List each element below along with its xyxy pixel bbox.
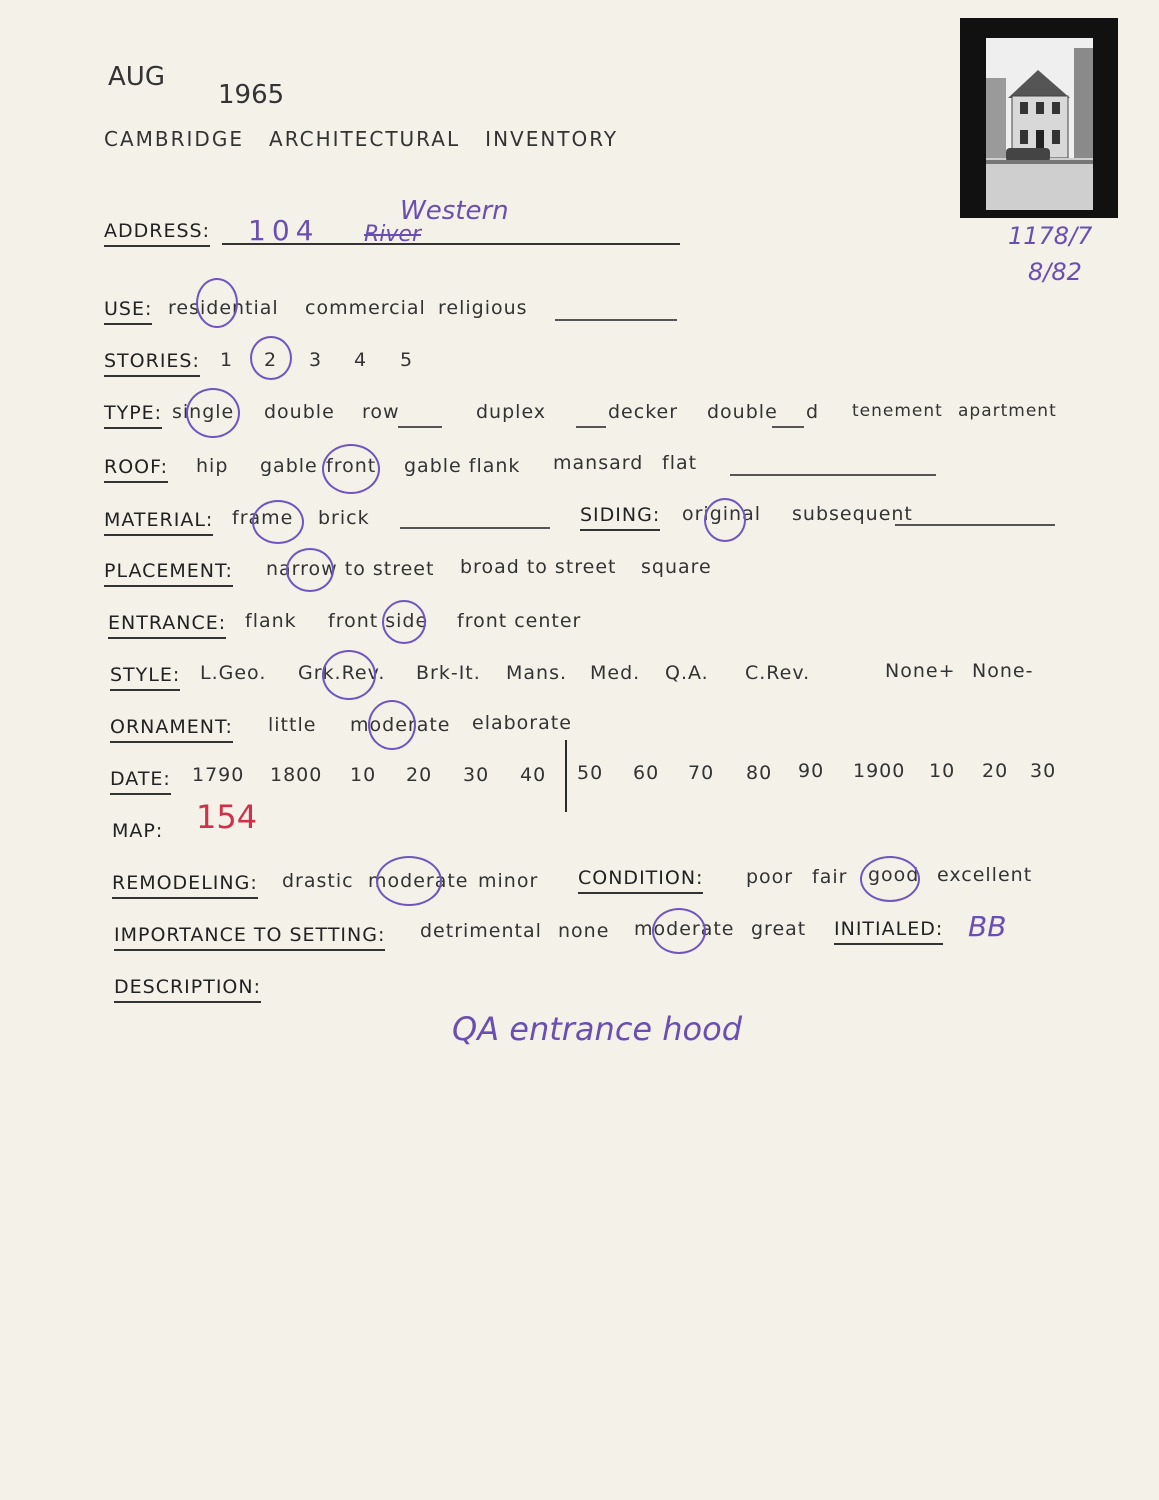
siding-label: SIDING: — [580, 504, 660, 531]
importance-label: IMPORTANCE TO SETTING: — [114, 924, 385, 951]
roof-option-flat: flat — [662, 452, 698, 474]
date-marker-line — [565, 740, 567, 812]
address-number: 104 — [248, 214, 320, 247]
initialed-label: INITIALED: — [834, 918, 943, 945]
siding-blank — [895, 524, 1055, 526]
roof-option-front: front — [326, 455, 377, 477]
type-option-d: d — [806, 401, 820, 423]
type-label: TYPE: — [104, 402, 162, 429]
date-option-60: 60 — [633, 762, 660, 784]
entrance-option-flank: flank — [245, 610, 297, 632]
remodeling-option-moderate: moderate — [368, 870, 469, 892]
condition-option-poor: poor — [746, 866, 794, 888]
style-option-none-minus: None- — [972, 660, 1034, 682]
material-blank — [400, 527, 550, 529]
condition-selection-circle — [860, 856, 920, 902]
style-option-med: Med. — [590, 662, 641, 684]
roof-label: ROOF: — [104, 456, 168, 483]
remodeling-option-minor: minor — [478, 870, 539, 892]
use-label: USE: — [104, 298, 152, 325]
material-selection-circle — [252, 500, 304, 544]
roof-option-mansard: mansard — [553, 452, 644, 474]
stories-option-3: 3 — [309, 349, 323, 371]
type-option-single: single — [172, 401, 235, 423]
type-option-tenement: tenement — [852, 401, 943, 421]
style-selection-circle — [322, 650, 376, 700]
condition-option-excellent: excellent — [937, 864, 1033, 886]
building-photo — [960, 18, 1118, 218]
use-option-religious: religious — [438, 297, 528, 319]
use-selection-circle — [196, 278, 238, 328]
ornament-option-moderate: moderate — [350, 714, 451, 736]
type-selection-circle — [186, 388, 240, 438]
style-option-brkit: Brk-It. — [416, 662, 481, 684]
entrance-option-front-center: front center — [457, 610, 582, 632]
style-label: STYLE: — [110, 664, 180, 691]
page-title: CAMBRIDGE ARCHITECTURAL INVENTORY — [104, 127, 619, 151]
style-option-grkrev: Grk.Rev. — [298, 662, 386, 684]
date-option-80: 80 — [746, 762, 773, 784]
stories-option-4: 4 — [354, 349, 368, 371]
ornament-label: ORNAMENT: — [110, 716, 233, 743]
address-street: Western — [400, 196, 509, 226]
style-option-mans: Mans. — [506, 662, 568, 684]
date-option-1930: 30 — [1030, 760, 1057, 782]
importance-option-detrimental: detrimental — [420, 920, 542, 942]
date-label: DATE: — [110, 768, 171, 795]
ref-date: 8/82 — [1028, 258, 1082, 286]
style-option-lgeo: L.Geo. — [200, 662, 267, 684]
entrance-label: ENTRANCE: — [108, 612, 226, 639]
placement-label: PLACEMENT: — [104, 560, 233, 587]
style-option-qa: Q.A. — [665, 662, 709, 684]
type-option-double: double — [264, 401, 335, 423]
ornament-selection-circle — [368, 700, 416, 750]
material-label: MATERIAL: — [104, 509, 213, 536]
ornament-option-little: little — [268, 714, 317, 736]
stories-option-2: 2 — [264, 349, 278, 371]
stories-option-5: 5 — [400, 349, 414, 371]
date-option-1910: 10 — [929, 760, 956, 782]
stories-option-1: 1 — [220, 349, 234, 371]
condition-label: CONDITION: — [578, 867, 703, 894]
ornament-option-elaborate: elaborate — [472, 712, 572, 734]
stories-label: STORIES: — [104, 350, 200, 377]
type-option-double-d: double — [707, 401, 778, 423]
roof-selection-circle — [322, 444, 380, 494]
remodeling-label: REMODELING: — [112, 872, 258, 899]
importance-option-moderate: moderate — [634, 918, 735, 940]
date-option-30: 30 — [463, 764, 490, 786]
style-option-crev: C.Rev. — [745, 662, 811, 684]
stories-selection-circle — [250, 336, 292, 380]
date-option-1920: 20 — [982, 760, 1009, 782]
material-option-frame: frame — [232, 507, 294, 529]
use-option-residential: residential — [168, 297, 279, 319]
condition-option-fair: fair — [812, 866, 848, 888]
placement-selection-circle — [286, 548, 334, 592]
roof-option-gable: gable — [260, 455, 318, 477]
style-option-none-plus: None+ — [885, 660, 956, 682]
type-decker-blank — [576, 426, 606, 428]
remodeling-selection-circle — [376, 856, 442, 906]
use-blank — [555, 319, 677, 321]
material-option-brick: brick — [318, 507, 370, 529]
siding-option-subsequent: subsequent — [792, 503, 913, 525]
entrance-selection-circle — [382, 600, 426, 644]
type-row-blank — [398, 426, 442, 428]
date-option-1800: 1800 — [270, 764, 323, 786]
description-label: DESCRIPTION: — [114, 976, 261, 1003]
header-year: 1965 — [218, 80, 285, 110]
type-double-d-blank — [772, 426, 804, 428]
importance-option-great: great — [751, 918, 807, 940]
house-image — [986, 38, 1093, 210]
importance-selection-circle — [652, 908, 706, 954]
header-month: AUG — [108, 62, 165, 92]
description-value: QA entrance hood — [452, 1010, 743, 1048]
type-option-decker: decker — [608, 401, 679, 423]
address-street-struck: River — [364, 222, 421, 247]
importance-option-none: none — [558, 920, 610, 942]
roof-option-hip: hip — [196, 455, 229, 477]
date-option-10: 10 — [350, 764, 377, 786]
placement-option-square: square — [641, 556, 712, 578]
placement-option-narrow: narrow to street — [266, 558, 435, 580]
map-value: 154 — [196, 798, 258, 836]
date-option-1900: 1900 — [853, 760, 906, 782]
condition-option-good: good — [868, 864, 920, 886]
date-option-20: 20 — [406, 764, 433, 786]
roof-blank — [730, 474, 936, 476]
date-option-50: 50 — [577, 762, 604, 784]
address-underline — [222, 243, 680, 245]
placement-option-broad: broad to street — [460, 556, 617, 578]
date-option-70: 70 — [688, 762, 715, 784]
use-option-commercial: commercial — [305, 297, 426, 319]
ref-number: 1178/7 — [1008, 222, 1093, 250]
type-option-row: row — [362, 401, 400, 423]
initialed-value: BB — [968, 910, 1007, 943]
siding-option-original: original — [682, 503, 762, 525]
date-option-90: 90 — [798, 760, 825, 782]
entrance-option-front-side: front side — [328, 610, 429, 632]
roof-option-gable-flank: gable flank — [404, 455, 521, 477]
type-option-duplex: duplex — [476, 401, 547, 423]
date-option-1790: 1790 — [192, 764, 245, 786]
type-option-apartment: apartment — [958, 401, 1057, 421]
map-label: MAP: — [112, 820, 164, 842]
date-option-40: 40 — [520, 764, 547, 786]
address-label: ADDRESS: — [104, 220, 210, 247]
remodeling-option-drastic: drastic — [282, 870, 354, 892]
siding-selection-circle — [704, 498, 746, 542]
